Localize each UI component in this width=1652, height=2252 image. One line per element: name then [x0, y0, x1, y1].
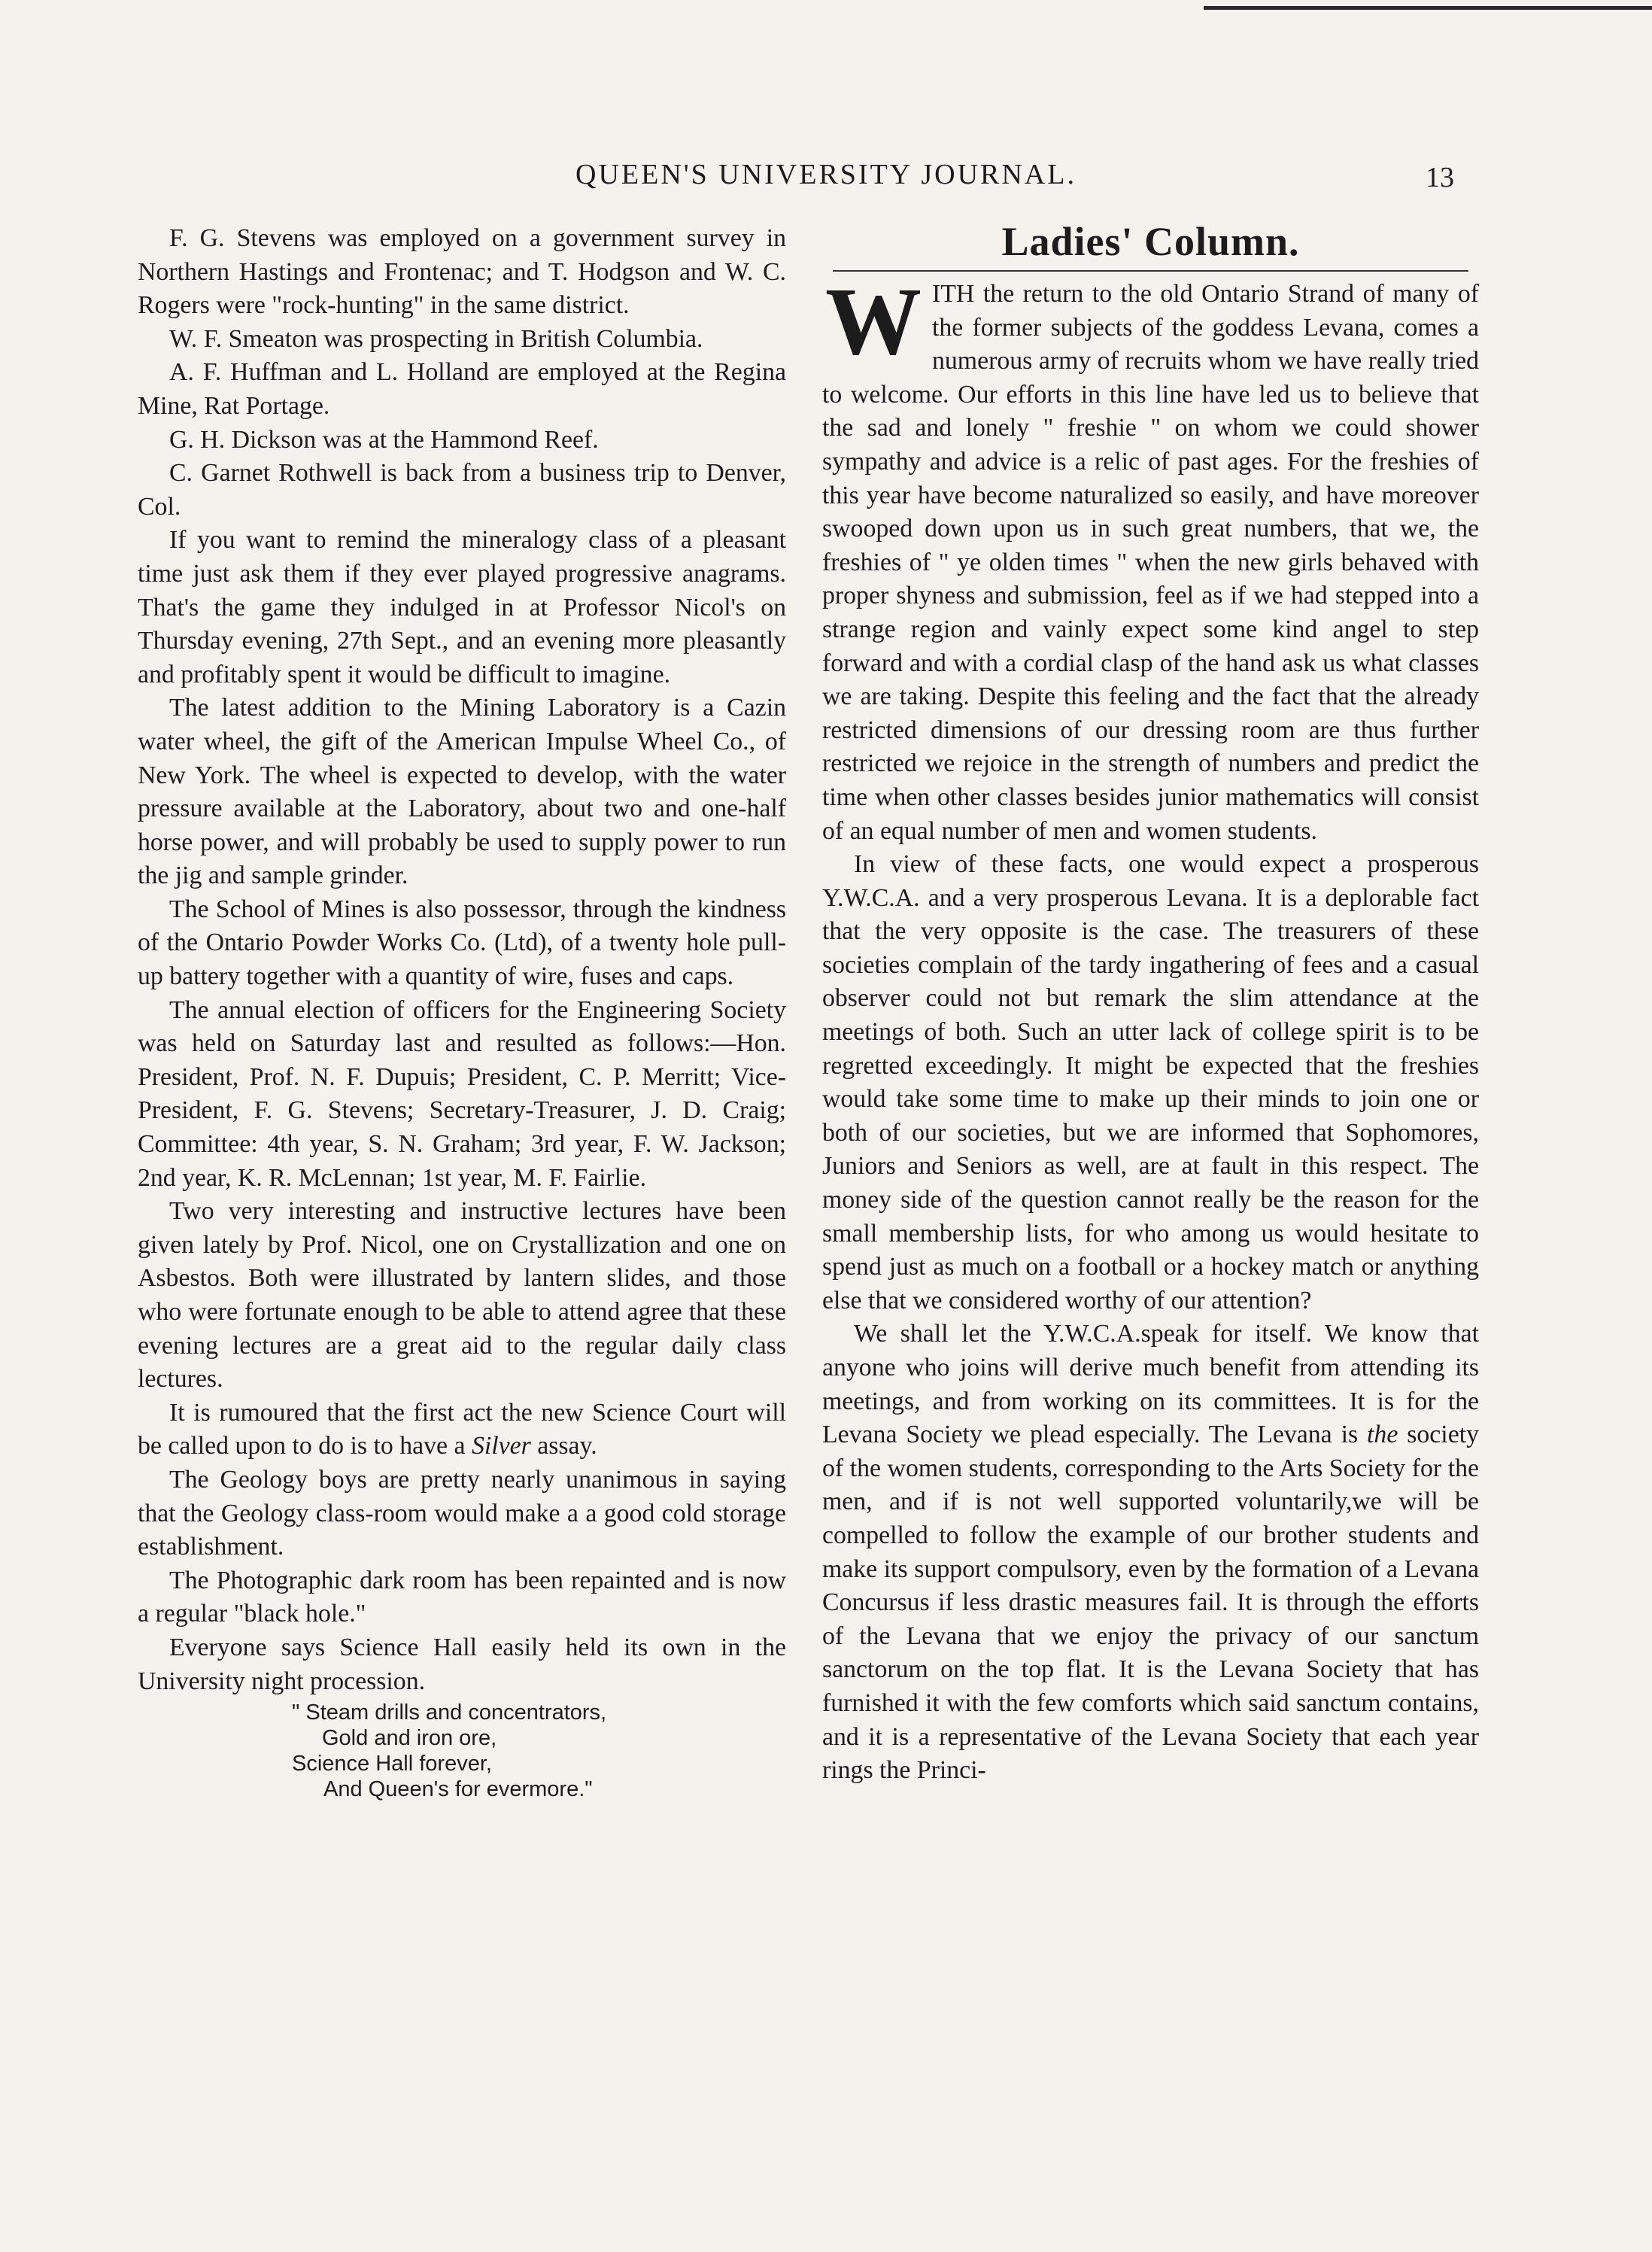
paragraph: The School of Mines is also possessor, through the kindness of the Ontario Powder Works Co. (Ltd), of a twenty hole pull-up battery together with a quantity of wire, fuses and caps.: [138, 895, 786, 991]
page-header: [0, 158, 1652, 203]
text-span: We shall let the Y.W.C.A.speak for itself. We know that anyone who joins will derive much benefit from attending its meetings, and from working on its committees. It is for the Levana Society we plead especially. The Levana is: [822, 1320, 1479, 1449]
paragraph: The annual election of officers for the Engineering Society was held on Saturday last and resulted as follows:—Hon. President, Prof. N. F. Dupuis; President, C. P. Merritt; Vice-President, F. G. Stevens; Secretary-Treasurer, J. D. Craig; Committee: 4th year, S. N. Graham; 3rd year, F. W. Jackson; 2nd year, K. R. McLennan; 1st year, M. F. Fairlie.: [138, 995, 786, 1192]
italic-word: Silver: [471, 1432, 531, 1460]
poem-line: " Steam drills and concentrators,: [292, 1700, 607, 1725]
paragraph: C. Garnet Rothwell is back from a business trip to Denver, Col.: [138, 459, 786, 521]
paragraph: A. F. Huffman and L. Holland are employed at the Regina Mine, Rat Portage.: [138, 358, 786, 420]
italic-word: the: [1367, 1421, 1398, 1449]
paragraph-opening: [822, 268, 1479, 848]
text-span: society of the women students, corresponding to the Arts Society for the men, and if is not well supported voluntarily,we will be compelled to follow the example of our brother students and make its support compulsory, even by the formation of a Levana Concursus if less drastic measures fail. It is through the efforts of the Levana that we enjoy the privacy of our sanctum sanctorum on the top flat. It is the Levana Society that has furnished it with the few comforts which said sanctum contains, and it is a representative of the Levana Society that each year rings the Princi-: [822, 1421, 1479, 1785]
paragraph-levana: [822, 1317, 1479, 1787]
paragraph: Everyone says Science Hall easily held its own in the University night procession.: [138, 1633, 786, 1695]
paragraph: In view of these facts, one would expect a prosperous Y.W.C.A. and a very prosperous Levana. It is a deplorable fact that the very opposite is the case. The treasurers of these societies complain of the tardy ingathering of fees and a casual observer could not but remark the slim attendance at the meetings of both. Such an utter lack of college spirit is to be regretted exceedingly. It might be expected that the freshies would take some time to make up their minds to join one or both of our societies, but we are informed that Sophomores, Juniors and Seniors as well, are at fault in this respect. The money side of the question cannot really be the reason for the small membership lists, for who among us would hesitate to spend just as much on a football or a hockey match or anything else that we considered worthy of our attention?: [822, 850, 1479, 1314]
section-divider: [833, 270, 1468, 272]
right-column: [822, 219, 1479, 1788]
paragraph: If you want to remind the mineralogy class of a pleasant time just ask them if they ever played progressive anagrams. That's the game they indulged in at Professor Nicol's on Thursday evening, 27th Sept., and an evening more pleasantly and profitably spent it would be difficult to imagine.: [138, 526, 786, 688]
paragraph: F. G. Stevens was employed on a government survey in Northern Hastings and Frontenac; and T. Hodgson and W. C. Rogers were "rock-hunting" in the same district.: [138, 224, 786, 320]
text-span: ITH the return to the old Ontario Strand of many of the former subjects of the goddess Levana, comes a numerous army of recruits whom we have really tried to welcome. Our efforts in this line have led us to believe that the sad and lonely " freshie " on whom we could shower sympathy and advice is a relic of past ages. For the freshies of this year have become naturalized so easily, and have moreover swooped down upon us in such great numbers, that we, the freshies of " ye olden times " when the new girls behaved with proper shyness and submission, feel as if we had stepped into a strange region and vainly expect some kind angel to step forward and with a cordial clasp of the hand ask us what classes we are taking. Despite this feeling and the fact that the already restricted dimensions of our dressing room are thus further restricted we rejoice in the strength of numbers and predict the time when other classes besides junior mathematics will consist of an equal number of men and women students.: [822, 280, 1479, 845]
poem-line: Science Hall forever,: [292, 1752, 492, 1776]
section-title: Ladies' Column.: [1001, 219, 1300, 264]
text-span: assay.: [530, 1432, 597, 1460]
poem-line: And Queen's for evermore.": [323, 1777, 593, 1802]
poem-line: Gold and iron ore,: [322, 1726, 497, 1751]
poem: [292, 1700, 786, 1802]
paragraph: Two very interesting and instructive lectures have been given lately by Prof. Nicol, one on Crystallization and one on Asbestos. Both were illustrated by lantern slides, and those who were fortunate enough to be able to attend agree that these evening lectures are a great aid to the regular daily class lectures.: [138, 1197, 786, 1393]
paragraph: G. H. Dickson was at the Hammond Reef.: [169, 425, 599, 454]
left-column: [138, 222, 786, 1802]
drop-cap: W: [825, 268, 922, 375]
top-edge-rule: [1204, 6, 1652, 10]
paragraph: The Geology boys are pretty nearly unanimous in saying that the Geology class-room would make a a good cold storage establishment.: [138, 1465, 786, 1561]
page-number: 13: [1426, 162, 1454, 193]
paragraph: The latest addition to the Mining Laboratory is a Cazin water wheel, the gift of the American Impulse Wheel Co., of New York. The wheel is expected to develop, with the water pressure available at the Laboratory, about two and one-half horse power, and will probably be used to supply power to run the jig and sample grinder.: [138, 694, 786, 890]
paragraph: The Photographic dark room has been repainted and is now a regular "black hole.": [138, 1566, 786, 1628]
journal-title: QUEEN'S UNIVERSITY JOURNAL.: [575, 159, 1077, 190]
paragraph: W. F. Smeaton was prospecting in British Columbia.: [169, 324, 703, 353]
paragraph-silver-assay: [138, 1396, 786, 1463]
text-span: It is rumoured that the first act the new Science Court will be called upon to do is to have a: [138, 1398, 786, 1460]
